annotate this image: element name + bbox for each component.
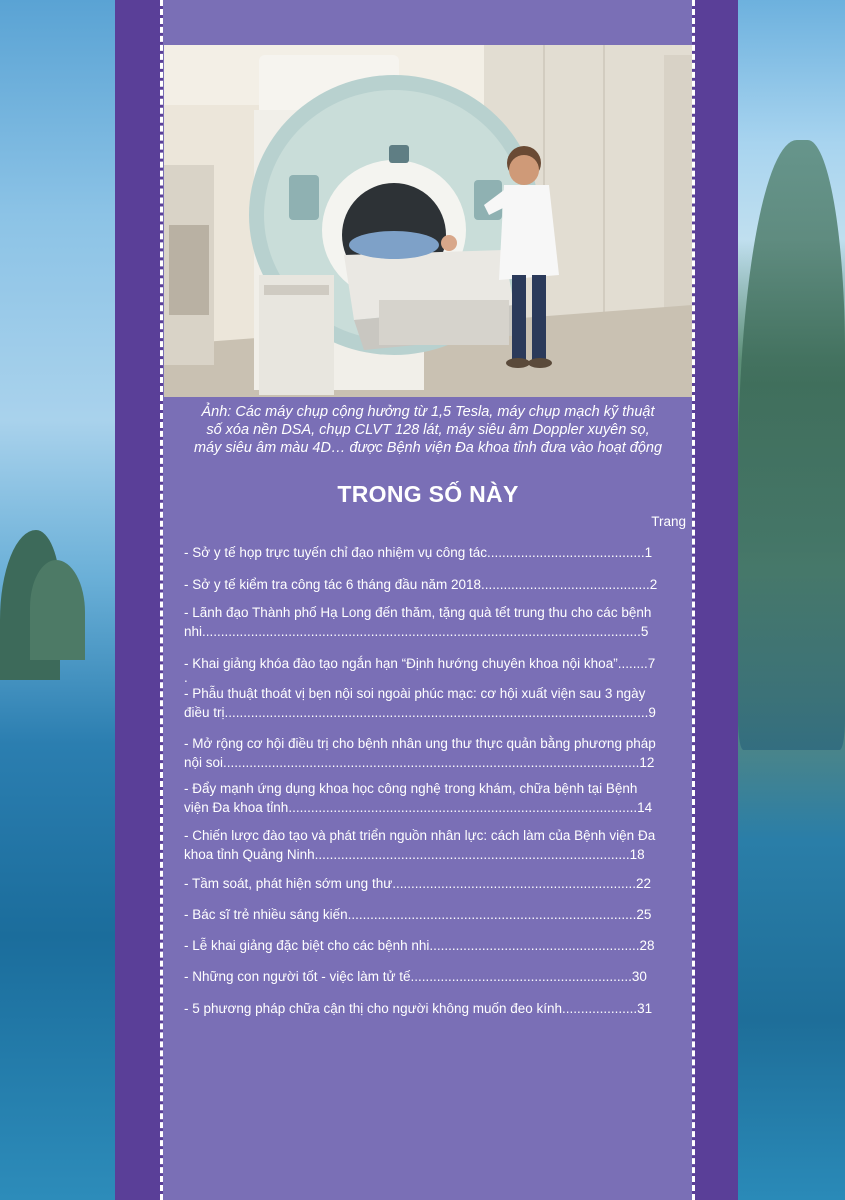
toc-item-line: - Tầm soát, phát hiện sớm ung thư.................................................................22: [184, 876, 652, 891]
toc-item-line: nhi.....................................................................................................................5: [184, 624, 649, 639]
toc-item-line: - Mở rộng cơ hội điều trị cho bệnh nhân ung thư thực quản bằng phương pháp: [184, 736, 656, 751]
mri-photo-illustration: [164, 45, 692, 397]
toc-item[interactable]: [184, 779, 677, 817]
toc-item[interactable]: [184, 543, 677, 562]
toc-item[interactable]: [184, 734, 677, 772]
toc-item-line: - Đẩy mạnh ứng dụng khoa học công nghệ trong khám, chữa bệnh tại Bệnh: [184, 781, 638, 796]
toc-item-line: - Phẫu thuật thoát vị bẹn nội soi ngoài phúc mạc: cơ hội xuất viện sau 3 ngày: [184, 686, 646, 701]
toc-item-line: - Sở y tế kiểm tra công tác 6 tháng đầu năm 2018.............................................2: [184, 577, 658, 592]
caption-line: Ảnh: Các máy chụp cộng hưởng từ 1,5 Tesla, máy chụp mạch kỹ thuật: [201, 404, 655, 420]
toc-item-line: - Sở y tế họp trực tuyến chỉ đạo nhiệm vụ công tác..........................................1: [184, 545, 653, 560]
toc-item[interactable]: [184, 575, 677, 594]
right-karst-rock: [738, 140, 845, 750]
toc-item[interactable]: [184, 874, 677, 893]
toc-item-line: - Khai giảng khóa đào tạo ngắn hạn “Định hướng chuyên khoa nội khoa”........7: [184, 656, 656, 671]
toc-page-column-header: Trang: [651, 514, 686, 529]
caption-line: máy siêu âm màu 4D… được Bệnh viện Đa khoa tỉnh đưa vào hoạt động: [193, 440, 663, 456]
mri-photo: [164, 45, 692, 397]
toc-item[interactable]: [184, 999, 677, 1018]
toc-item[interactable]: [184, 654, 677, 683]
toc-item[interactable]: [184, 603, 677, 641]
toc-item-line: khoa tỉnh Quảng Ninh....................................................................................18: [184, 847, 645, 862]
toc-item-line: - Bác sĩ trẻ nhiều sáng kiến.............................................................................25: [184, 907, 652, 922]
toc-item-line: - Những con người tốt - việc làm tử tế...........................................................30: [184, 969, 647, 984]
photo-caption: [164, 403, 692, 457]
left-island-rock-small: [30, 560, 85, 660]
left-stitch-border: [160, 0, 163, 1200]
toc-item-line: viện Đa khoa tỉnh.............................................................................................14: [184, 800, 653, 815]
toc-item[interactable]: [184, 826, 677, 864]
toc-item[interactable]: [184, 905, 677, 924]
toc-item-line: nội soi...............................................................................................................12: [184, 755, 655, 770]
toc-item[interactable]: [184, 684, 677, 722]
toc-item[interactable]: [184, 936, 677, 955]
toc-item-line: - 5 phương pháp chữa cận thị cho người không muốn đeo kính....................31: [184, 1001, 653, 1016]
left-scenery-panel: [0, 0, 115, 1200]
toc-item-line: - Chiến lược đào tạo và phát triển nguồn nhân lực: cách làm của Bệnh viện Đa: [184, 828, 656, 843]
toc-item-line: điều trị.................................................................................................................9: [184, 705, 656, 720]
caption-line: số xóa nền DSA, chụp CLVT 128 lát, máy siêu âm Doppler xuyên sọ,: [206, 422, 650, 438]
toc-item-line: .: [184, 673, 188, 683]
toc-item-line: - Lễ khai giảng đặc biệt cho các bệnh nhi........................................................28: [184, 938, 655, 953]
right-stitch-border: [692, 0, 695, 1200]
right-scenery-panel: [738, 0, 845, 1200]
toc-item[interactable]: [184, 967, 677, 986]
toc-item-line: - Lãnh đạo Thành phố Hạ Long đến thăm, tặng quà tết trung thu cho các bệnh: [184, 605, 652, 620]
toc-title: TRONG SỐ NÀY: [337, 481, 519, 507]
